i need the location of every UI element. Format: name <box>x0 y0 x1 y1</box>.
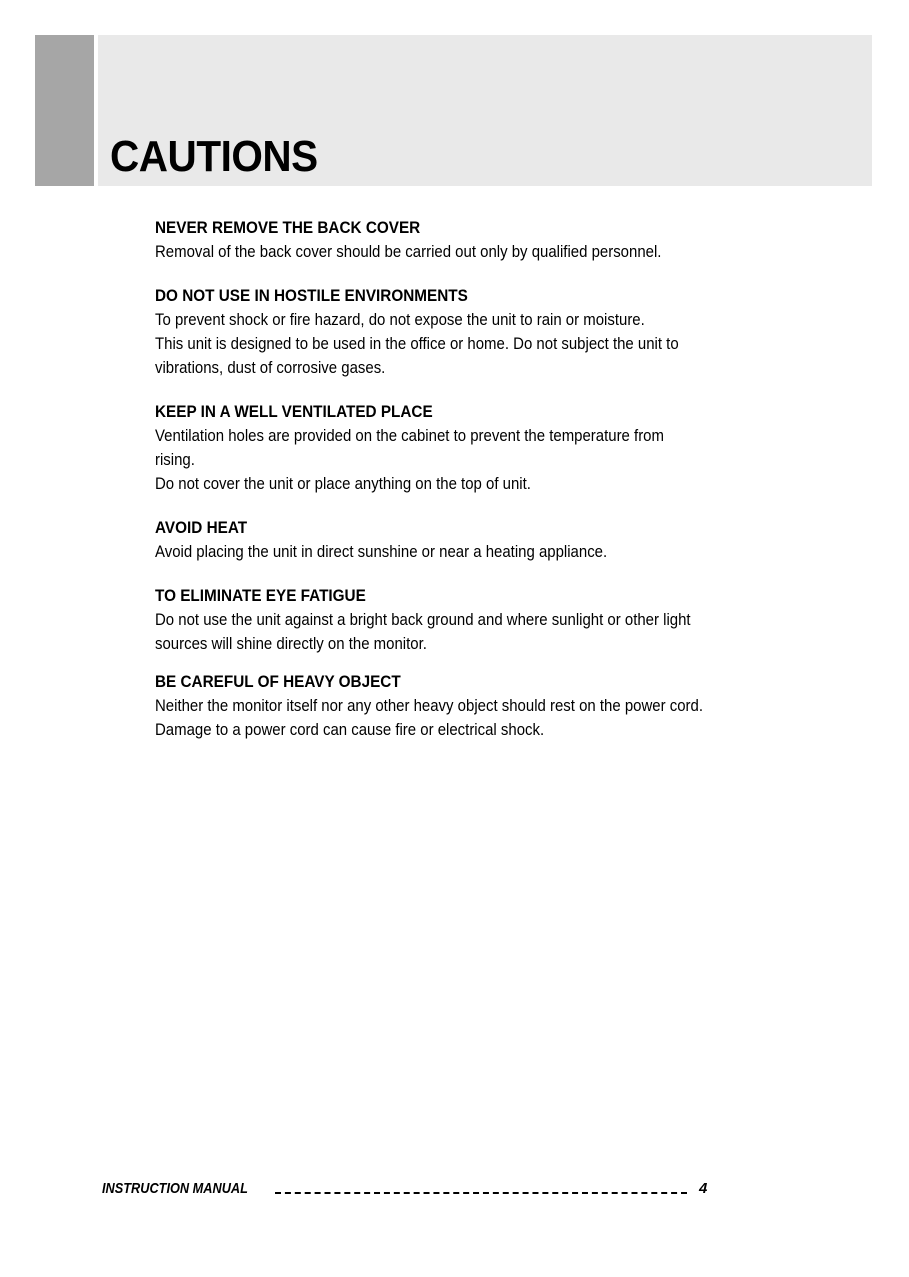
caution-section-eye-fatigue <box>155 584 855 656</box>
footer-dotted-leader <box>275 1192 687 1194</box>
caution-section-heat <box>155 516 855 564</box>
caution-text: Neither the monitor itself nor any other heavy object should rest on the power cord. <box>155 696 704 715</box>
caution-text: Damage to a power cord can cause fire or electrical shock. <box>155 720 545 739</box>
caution-text: Removal of the back cover should be carried out only by qualified personnel. <box>155 242 662 261</box>
caution-heading: AVOID HEAT <box>155 518 248 537</box>
caution-heading: DO NOT USE IN HOSTILE ENVIRONMENTS <box>155 286 468 305</box>
page-footer <box>102 1180 722 1202</box>
footer-manual-label: INSTRUCTION MANUAL <box>102 1180 248 1197</box>
caution-text: Do not use the unit against a bright back ground and where sunlight or other light <box>155 610 691 629</box>
caution-text: Avoid placing the unit in direct sunshine or near a heating appliance. <box>155 542 608 561</box>
caution-section-ventilation <box>155 400 855 496</box>
caution-text: This unit is designed to be used in the office or home. Do not subject the unit to <box>155 334 679 353</box>
caution-text: vibrations, dust of corrosive gases. <box>155 358 386 377</box>
caution-section-hostile-environments <box>155 284 855 380</box>
caution-text: sources will shine directly on the monitor. <box>155 634 427 653</box>
caution-section-heavy-object <box>155 670 855 742</box>
caution-heading: TO ELIMINATE EYE FATIGUE <box>155 586 366 605</box>
page-number: 4 <box>699 1180 708 1197</box>
header-tab-marker <box>35 35 94 186</box>
caution-heading: BE CAREFUL OF HEAVY OBJECT <box>155 672 401 691</box>
caution-text: Do not cover the unit or place anything on the top of unit. <box>155 474 531 493</box>
cautions-content <box>155 216 855 762</box>
caution-section-back-cover <box>155 216 855 264</box>
caution-heading: KEEP IN A WELL VENTILATED PLACE <box>155 402 433 421</box>
caution-text: Ventilation holes are provided on the cabinet to prevent the temperature from <box>155 426 664 445</box>
caution-text: rising. <box>155 450 195 469</box>
caution-text: To prevent shock or fire hazard, do not expose the unit to rain or moisture. <box>155 310 645 329</box>
page-title: CAUTIONS <box>110 132 318 181</box>
header-tab-divider <box>94 35 98 186</box>
caution-heading: NEVER REMOVE THE BACK COVER <box>155 218 421 237</box>
